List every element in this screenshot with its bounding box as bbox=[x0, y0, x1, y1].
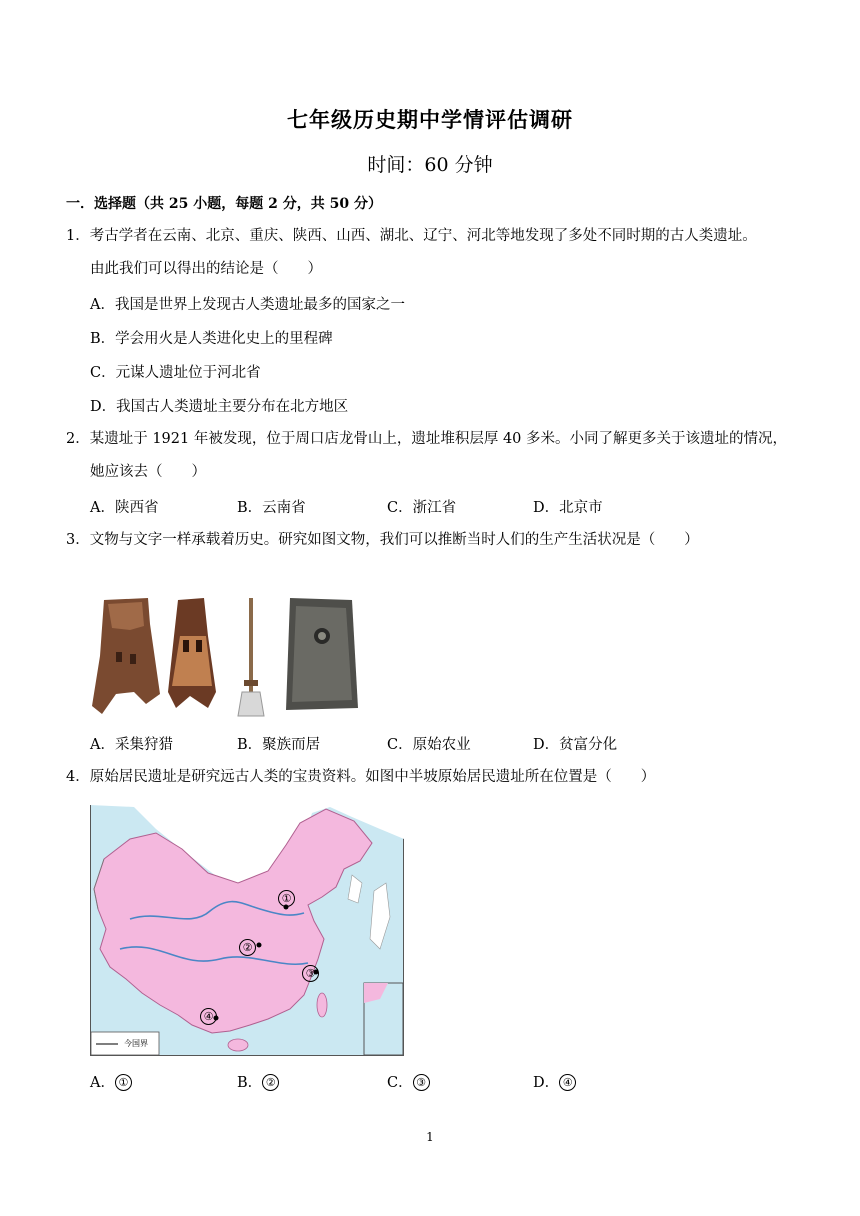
question-3-option-a[interactable]: A．采集狩猎 bbox=[90, 737, 173, 753]
china-map bbox=[90, 799, 404, 1056]
exam-duration: 时间：60 分钟 bbox=[367, 154, 493, 176]
question-4-option-b[interactable] bbox=[237, 1071, 279, 1092]
map-legend-label: 今国界 bbox=[124, 1039, 148, 1048]
map-marker-3-label: ③ bbox=[302, 965, 319, 982]
question-4-option-c[interactable] bbox=[387, 1071, 430, 1092]
question-2-option-b[interactable]: B．云南省 bbox=[237, 500, 306, 516]
map-marker-4 bbox=[200, 1006, 217, 1025]
question-1-option-c[interactable]: C．元谋人遗址位于河北省 bbox=[90, 365, 261, 381]
option-mark: ② bbox=[262, 1074, 279, 1091]
question-1-text-cont: 由此我们可以得出的结论是（ ） bbox=[90, 261, 322, 277]
option-mark: ① bbox=[115, 1074, 132, 1091]
map-marker-2 bbox=[239, 937, 256, 956]
section-heading: 一．选择题（共 25 小题，每题 2 分，共 50 分） bbox=[66, 196, 382, 212]
hafted-spade-icon bbox=[238, 598, 264, 716]
option-letter: D． bbox=[533, 1075, 560, 1091]
option-mark: ③ bbox=[413, 1074, 430, 1091]
question-1-option-b[interactable]: B．学会用火是人类进化史上的里程碑 bbox=[90, 331, 333, 347]
map-marker-1-label: ① bbox=[278, 890, 295, 907]
question-1-option-a[interactable]: A．我国是世界上发现古人类遗址最多的国家之一 bbox=[90, 297, 405, 313]
bone-spade-icon bbox=[92, 598, 160, 714]
question-2-text-cont: 她应该去（ ） bbox=[90, 464, 206, 480]
question-3-text: 3．文物与文字一样承载着历史。研究如图文物，我们可以推断当时人们的生产生活状况是（ ） bbox=[66, 532, 699, 548]
question-3-option-d[interactable]: D．贫富分化 bbox=[533, 737, 618, 753]
question-4-text: 4．原始居民遗址是研究远古人类的宝贵资料。如图中半坡原始居民遗址所在位置是（ ） bbox=[66, 769, 656, 785]
map-marker-2-label: ② bbox=[239, 939, 256, 956]
question-3-option-b[interactable]: B．聚族而居 bbox=[237, 737, 321, 753]
map-marker-4-label: ④ bbox=[200, 1008, 217, 1025]
question-2-option-c[interactable]: C．浙江省 bbox=[387, 500, 457, 516]
option-letter: A． bbox=[90, 1075, 115, 1091]
stone-axe-icon bbox=[286, 598, 358, 710]
option-mark: ④ bbox=[559, 1074, 576, 1091]
question-1-text: 1．考古学者在云南、北京、重庆、陕西、山西、湖北、辽宁、河北等地发现了多处不同时期的古人类遗址。 bbox=[66, 228, 757, 244]
map-marker-3 bbox=[302, 963, 319, 982]
page-title: 七年级历史期中学情评估调研 bbox=[287, 107, 573, 132]
page-number: 1 bbox=[426, 1130, 434, 1144]
question-2-text: 2．某遗址于 1921 年被发现，位于周口店龙骨山上，遗址堆积层厚 40 多米。小同了解更多关于该遗址的情况， bbox=[66, 431, 788, 447]
map-marker-1 bbox=[278, 888, 295, 907]
question-1-option-d[interactable]: D．我国古人类遗址主要分布在北方地区 bbox=[90, 399, 349, 415]
artifact-photos bbox=[90, 596, 360, 720]
question-4-option-a[interactable] bbox=[90, 1071, 132, 1092]
option-letter: B． bbox=[237, 1075, 263, 1091]
question-2-option-a[interactable]: A．陕西省 bbox=[90, 500, 159, 516]
bone-spade-icon bbox=[168, 598, 216, 708]
question-2-option-d[interactable]: D．北京市 bbox=[533, 500, 603, 516]
option-letter: C． bbox=[387, 1075, 413, 1091]
question-4-option-d[interactable] bbox=[533, 1071, 576, 1092]
question-3-option-c[interactable]: C．原始农业 bbox=[387, 737, 471, 753]
